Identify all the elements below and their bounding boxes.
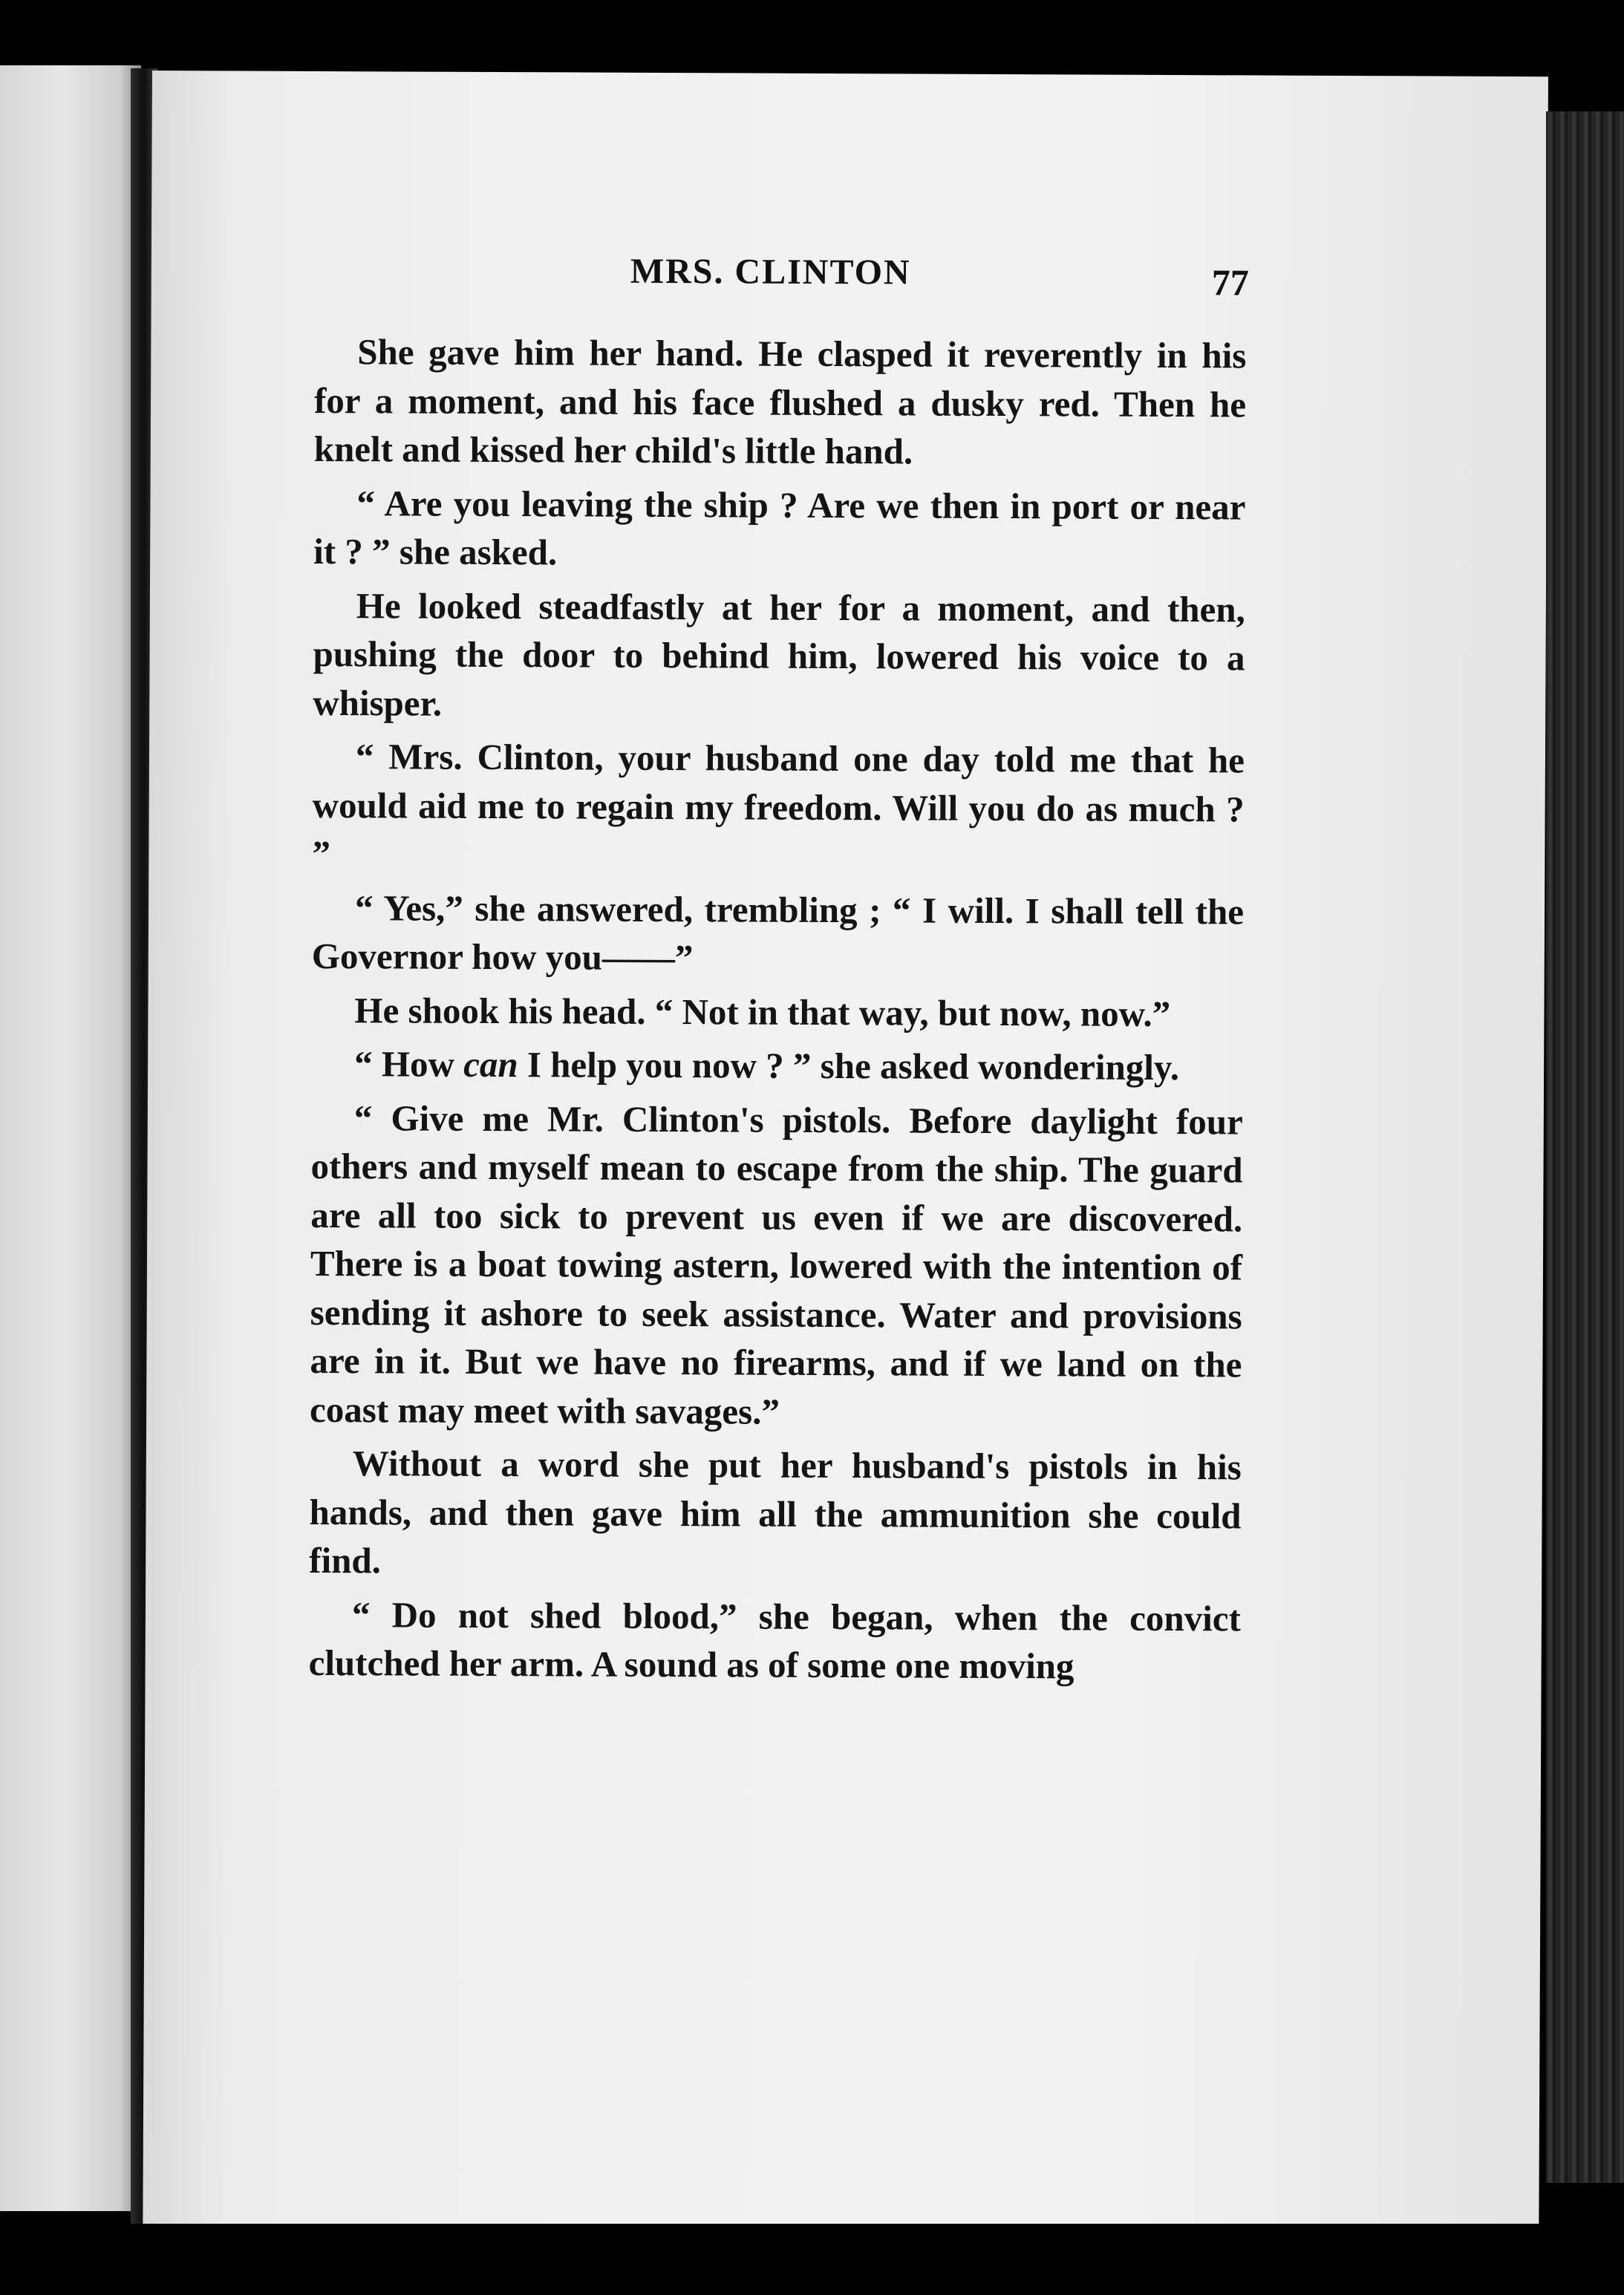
paragraph-text: I help you now ? ” she asked wonderingly. [518, 1044, 1180, 1088]
paragraph: “ Are you leaving the ship ? Are we then in port or near it ? ” she asked. [313, 482, 1246, 573]
page-number: 77 [1211, 261, 1249, 304]
scan-border-bottom [0, 2224, 1624, 2295]
book-page [143, 71, 1548, 2230]
paragraph: She gave him her hand. He clasped it reverently in his for a moment, and his face flushed a dusky red. Then he knelt and kissed her child's little hand. [313, 331, 1247, 472]
body-text [308, 327, 1246, 1697]
paragraph: Without a word she put her husband's pistols in his hands, and then gave him all the ammunition she could find. [309, 1443, 1242, 1581]
paragraph: “ Give me Mr. Clinton's pistols. Before daylight four others and myself mean to escape from the ship. The guard are all too sick to prevent us even if we are discovered. There is a boat towing astern, lowered with the intention of sending it ashore to seek assistance. Water and provisions are in it. But we have no firearms, and if we land on the coast may meet with savages.” [310, 1097, 1243, 1432]
running-title: MRS. CLINTON [630, 251, 911, 293]
page-stack-edge [1546, 111, 1624, 2183]
running-head [151, 249, 1548, 314]
paragraph [311, 1039, 1243, 1092]
paragraph: He looked steadfastly at her for a moment, and then, pushing the door to behind him, lowered his voice to a whisper. [313, 584, 1245, 724]
facing-page-edge [0, 65, 141, 2211]
emphasized-word: can [463, 1043, 518, 1086]
paragraph: He shook his head. “ Not in that way, but now, now.” [354, 989, 1171, 1034]
paragraph: “ Yes,” she answered, trembling ; “ I will. I shall tell the Governor how you——” [311, 887, 1245, 979]
paragraph-text: “ How [354, 1043, 464, 1085]
paragraph: “ Mrs. Clinton, your husband one day told me that he would aid me to regain my freedom. Will you do as much ? ” [312, 736, 1245, 875]
paragraph: “ Do not shed blood,” she began, when the convict clutched her arm. A sound as of some one moving [308, 1593, 1242, 1687]
scan-border-top [0, 0, 1624, 74]
